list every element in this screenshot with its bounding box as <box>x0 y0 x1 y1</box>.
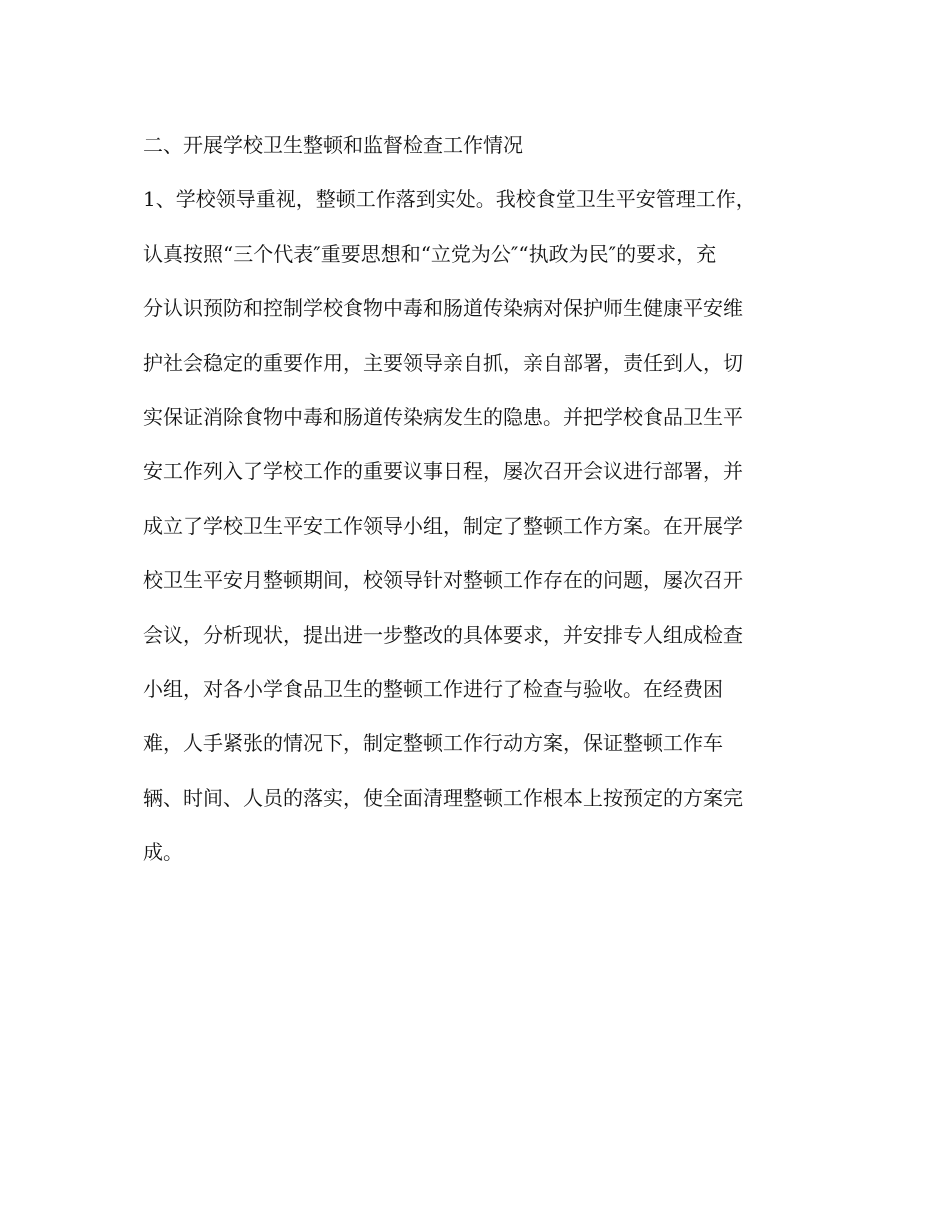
document-body <box>143 118 808 879</box>
paragraph-line-9: 会议，分析现状，提出进一步整改的具体要求，并安排专人组成检查 <box>143 622 743 647</box>
paragraph-line-10: 小组，对各小学食品卫生的整顿工作进行了检查与验收。在经费困 <box>143 676 723 701</box>
paragraph-line-6: 安工作列入了学校工作的重要议事日程，屡次召开会议进行部署，并 <box>143 459 743 484</box>
paragraph-line-3: 分认识预防和控制学校食物中毒和肠道传染病对保护师生健康平安维 <box>143 296 743 321</box>
section-heading: 二、开展学校卫生整顿和监督检查工作情况 <box>143 133 523 157</box>
paragraph-line-11: 难，人手紧张的情况下，制定整顿工作行动方案，保证整顿工作车 <box>143 731 723 756</box>
paragraph-line-4: 护社会稳定的重要作用，主要领导亲自抓，亲自部署，责任到人，切 <box>143 350 743 375</box>
paragraph-line-8: 校卫生平安月整顿期间，校领导针对整顿工作存在的问题，屡次召开 <box>143 568 743 593</box>
paragraph-line-2: 认真按照“三个代表″重要思想和“立党为公″“执政为民″的要求，充 <box>143 241 717 266</box>
paragraph-line-13: 成。 <box>143 840 183 865</box>
paragraph-line-1: 1、学校领导重视，整顿工作落到实处。我校食堂卫生平安管理工作， <box>143 187 756 212</box>
paragraph-line-12: 辆、时间、人员的落实，使全面清理整顿工作根本上按预定的方案完 <box>143 785 743 810</box>
paragraph-line-5: 实保证消除食物中毒和肠道传染病发生的隐患。并把学校食品卫生平 <box>143 404 743 429</box>
paragraph-line-7: 成立了学校卫生平安工作领导小组，制定了整顿工作方案。在开展学 <box>143 513 743 538</box>
